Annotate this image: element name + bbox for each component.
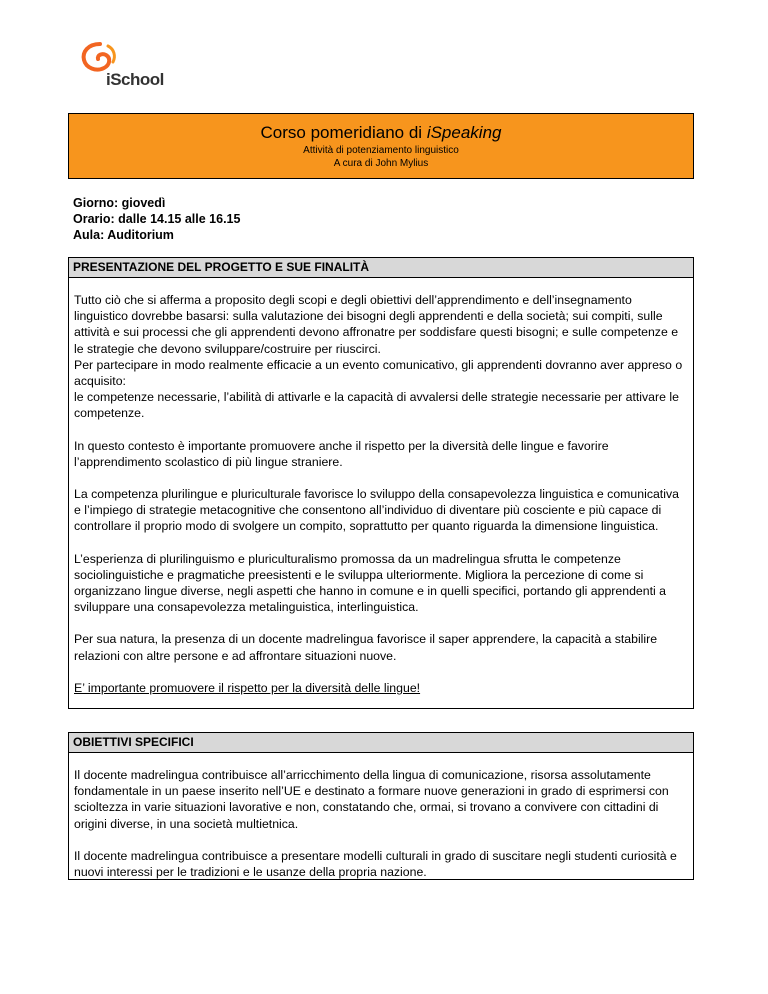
course-author: A cura di John Mylius bbox=[333, 158, 429, 169]
paragraph: Il docente madrelingua contribuisce all’arricchimento della lingua di comunicazione, risorsa assolutamente fondamentale in un paese inserito nell’UE e destinato a formare nuove generazioni in grado di esprimersi con scioltezza in varie situazioni lavorative e non, constatando che, ormai, si trovano a convivere con cittadini di origini diverse, in una società multietnica. bbox=[74, 768, 669, 831]
section-heading: PRESENTAZIONE DEL PROGETTO E SUE FINALITÀ bbox=[69, 258, 693, 278]
section-presentation bbox=[68, 257, 694, 709]
course-title-italic: iSpeaking bbox=[426, 123, 502, 142]
ischool-logo bbox=[78, 40, 178, 96]
underlined-statement: E’ importante promuovere il rispetto per la diversità delle lingue! bbox=[74, 680, 421, 695]
course-title: Corso pomeridiano di iSpeaking bbox=[260, 123, 502, 142]
logo-text: iSchool bbox=[106, 70, 164, 89]
course-info bbox=[73, 195, 240, 243]
section-body bbox=[69, 753, 693, 880]
paragraph: La competenza plurilingue e pluriculturale favorisce lo sviluppo della consapevolezza linguistica e comunicativa e l’impiego di strategie metacognitive che consentono all’individuo di diventare più cosciente e più capace di controllare il proprio modo di svolgere un compito, soprattutto per quanto riguarda la dimensione linguistica. bbox=[74, 487, 679, 534]
section-objectives bbox=[68, 732, 694, 880]
info-room: Aula: Auditorium bbox=[73, 228, 174, 242]
section-heading: OBIETTIVI SPECIFICI bbox=[69, 733, 693, 753]
course-banner bbox=[68, 113, 694, 179]
course-subtitle: Attività di potenziamento linguistico bbox=[303, 145, 459, 156]
section-body bbox=[69, 278, 693, 696]
paragraph: In questo contesto è importante promuovere anche il rispetto per la diversità delle lingue e favorire l’apprendimento scolastico di più lingue straniere. bbox=[74, 438, 609, 469]
paragraph: Per sua natura, la presenza di un docente madrelingua favorisce il saper apprendere, la capacità a stabilire relazioni con altre persone e ad affrontare situazioni nuove. bbox=[74, 632, 658, 663]
info-time: Orario: dalle 14.15 alle 16.15 bbox=[73, 212, 241, 226]
info-day: Giorno: giovedì bbox=[73, 196, 166, 210]
paragraph: Tutto ciò che si afferma a proposito degli scopi e degli obiettivi dell’apprendimento e dell’insegnamento linguistico dovrebbe basarsi: sulla valutazione dei bisogni degli apprendenti e della società; sui compiti, sulle attività e sui processi che gli apprendenti devono affronatre per soddisfare questi bisogni; e sulle competenze e le strategie che devono sviluppare/costruire per riuscirci. Per partecipare in modo realmente efficacie a un evento comunicativo, gli apprendenti dovranno aver appreso o acquisito: le competenze necessarie, l’abilità di attivarle e la capacità di avvalersi delle strategie necessarie per attivare le competenze. bbox=[74, 293, 683, 421]
paragraph: L’esperienza di plurilinguismo e pluriculturalismo promossa da un madrelingua sfrutta le competenze sociolinguistiche e pragmatiche preesistenti e le sviluppa ulteriormente. Migliora la percezione di come si organizzano lingue diverse, negli aspetti che hanno in comune e in quelli specifici, portando gli apprendenti a sviluppare una consapevolezza metalinguistica, interlinguistica. bbox=[74, 551, 667, 615]
paragraph: Il docente madrelingua contribuisce a presentare modelli culturali in grado di suscitare negli studenti curiosità e nuovi interessi per le tradizioni e le usanze della propria nazione. bbox=[74, 848, 677, 880]
